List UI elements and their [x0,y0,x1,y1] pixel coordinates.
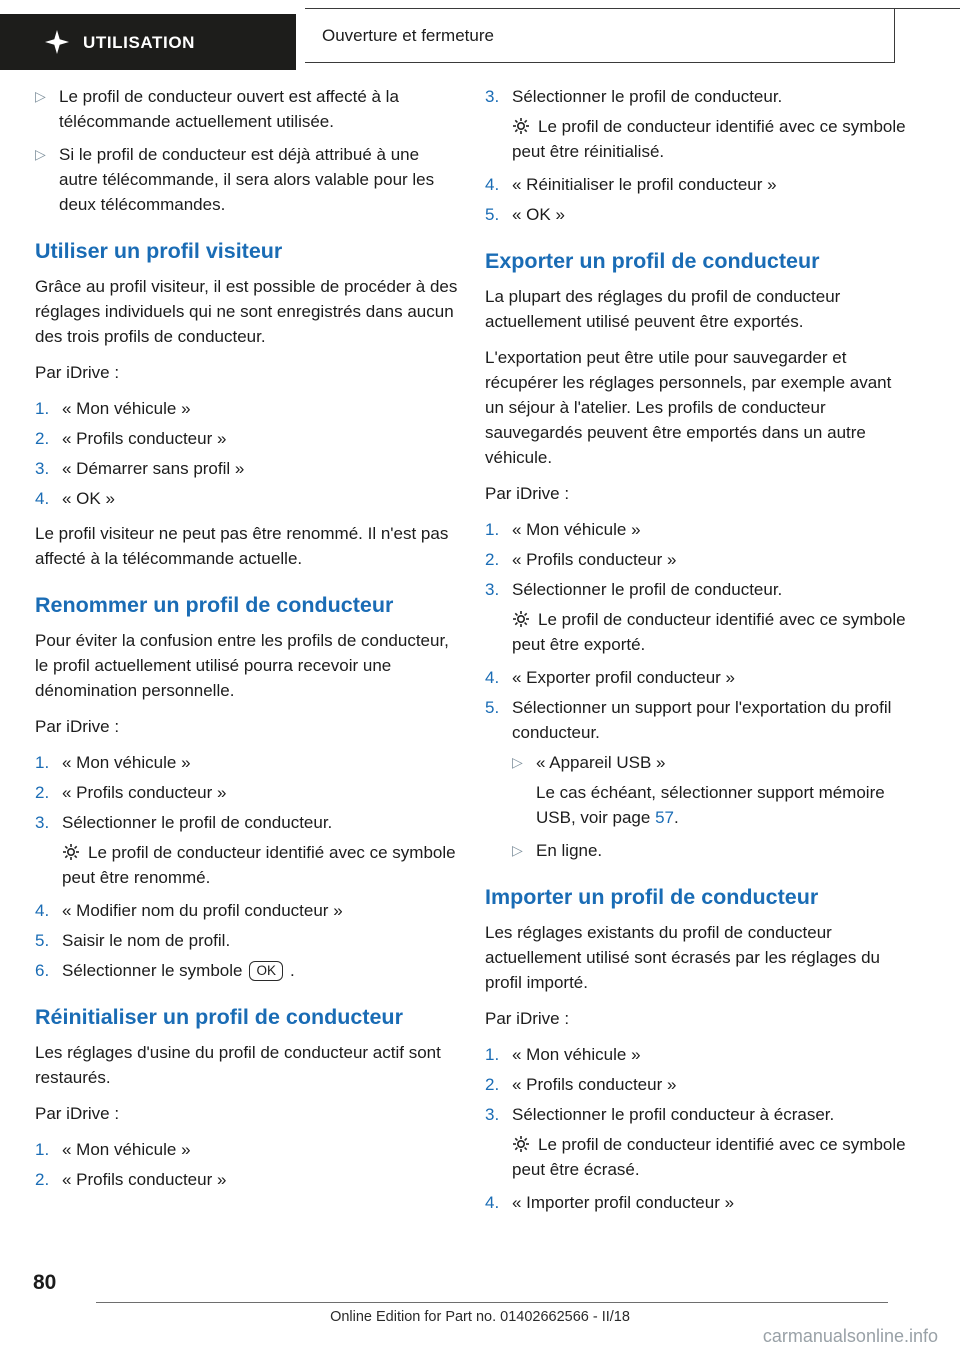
profile-symbol-icon [512,607,530,632]
export-target-usb [512,750,908,775]
step-text: « Profils conducteur » [62,783,227,802]
triangle-bullet-icon: ▷ [512,754,523,770]
list-item [485,1072,908,1097]
idrive-label: Par iDrive : [35,363,120,382]
paragraph: Le profil visiteur ne peut pas être renommé. Il n'est pas affecté à la télécommande actuelle. [35,524,449,568]
step-text: « Profils conducteur » [512,1075,677,1094]
profile-symbol-icon [512,1132,530,1157]
idrive-label: Par iDrive : [485,1009,570,1028]
bullet-text: Si le profil de conducteur est déjà attribué à une autre télécommande, il sera alors valable pour les deux télécommandes. [59,145,435,214]
bullet-item [35,142,458,217]
idrive-label: Par iDrive : [485,484,570,503]
step-text: Sélectionner un support pour l'exportation du profil conducteur. [512,698,892,742]
step-number: 6. [35,961,50,980]
symbol-note [512,1132,908,1182]
watermark: carmanualsonline.info [762,1326,938,1346]
paragraph: L'exportation peut être utile pour sauvegarder et récupérer les réglages personnels, par exemple avant un séjour à l'atelier. Les profils de conducteur sauvegardés peuvent être emportés dans un autre véhicule. [485,348,892,467]
section-heading-reset-profile: Réinitialiser un profil de conducteur [35,1005,403,1029]
list-item [485,1102,908,1127]
step-number: 2. [485,550,500,569]
step-number: 4. [485,175,500,194]
note-text: Le profil de conducteur identifié avec ce symbole peut être exporté. [512,610,906,654]
bullet-item [35,84,458,134]
list-item [485,695,908,745]
list-item [35,486,458,511]
note-text: Le profil de conducteur identifié avec ce symbole peut être renommé. [62,843,456,887]
step-number: 2. [485,1075,500,1094]
step-number: 1. [485,520,500,539]
step-text: « Réinitialiser le profil conducteur » [512,175,777,194]
profile-symbol-icon [62,840,80,865]
triangle-bullet-icon: ▷ [35,88,46,104]
list-item [485,1190,908,1215]
list-item [485,172,908,197]
step-number: 1. [35,753,50,772]
step-number: 5. [485,698,500,717]
footer-divider [96,1302,888,1303]
right-column [485,84,908,1225]
numbered-list [35,1137,458,1192]
usb-note: Le cas échéant, sélectionner support mémoire USB, voir page 57. [536,783,885,827]
step-text: « Mon véhicule » [512,1045,641,1064]
list-item [35,396,458,421]
ok-symbol-icon: OK [249,961,283,981]
step-text: « Mon véhicule » [62,1140,191,1159]
step-number: 4. [485,668,500,687]
step-number: 4. [35,901,50,920]
chapter-title-cell [305,8,960,63]
idrive-label: Par iDrive : [35,1104,120,1123]
list-item [35,810,458,835]
triangle-bullet-icon: ▷ [512,842,523,858]
paragraph: Les réglages existants du profil de conducteur actuellement utilisé sont écrasés par les réglages du profil importé. [485,923,880,992]
step-text: Sélectionner le profil de conducteur. [512,580,783,599]
step-text: « Profils conducteur » [62,1170,227,1189]
note-text: Le profil de conducteur identifié avec ce symbole peut être écrasé. [512,1135,906,1179]
step-number: 3. [35,813,50,832]
chapter-title: Ouverture et fermeture [322,26,494,45]
content [35,84,908,1225]
step-text: « Profils conducteur » [62,429,227,448]
list-item [485,517,908,542]
step-number: 2. [35,429,50,448]
step-number: 5. [35,931,50,950]
step-number: 3. [35,459,50,478]
numbered-list [485,517,908,863]
numbered-list [35,396,458,511]
step-number: 3. [485,580,500,599]
idrive-label: Par iDrive : [35,717,120,736]
step-text: « Mon véhicule » [62,399,191,418]
step-text: « Exporter profil conducteur » [512,668,736,687]
list-item [35,1137,458,1162]
step-text: « Importer profil conducteur » [512,1193,735,1212]
list-item [35,456,458,481]
section-heading-visitor-profile: Utiliser un profil visiteur [35,239,283,263]
edition-note: Online Edition for Part no. 01402662566 - II/18 [330,1309,630,1325]
brand-logo-icon [44,29,70,55]
symbol-note [512,607,908,657]
step-number: 1. [35,1140,50,1159]
paragraph: Les réglages d'usine du profil de conducteur actif sont restaurés. [35,1043,441,1087]
option-text: En ligne. [536,841,603,860]
section-header [0,14,296,70]
section-heading-rename-profile: Renommer un profil de conducteur [35,593,394,617]
paragraph: Pour éviter la confusion entre les profils de conducteur, le profil actuellement utilisé pourra recevoir une dénomination personnelle. [35,631,449,700]
bullet-text: Le profil de conducteur ouvert est affecté à la télécommande actuellement utilisée. [59,87,399,131]
symbol-note [62,840,458,890]
step-text: « Profils conducteur » [512,550,677,569]
export-target-online [512,838,908,863]
step-number: 4. [485,1193,500,1212]
list-item [485,665,908,690]
step-text: « Démarrer sans profil » [62,459,245,478]
list-item [485,1042,908,1067]
step-text: « Mon véhicule » [512,520,641,539]
page-link[interactable]: 57 [655,808,674,827]
list-item [35,958,458,983]
step-number: 3. [485,1105,500,1124]
step-number: 2. [35,1170,50,1189]
step-number: 1. [485,1045,500,1064]
list-item [485,547,908,572]
symbol-note [512,114,908,164]
left-column [35,84,458,1225]
list-item [35,426,458,451]
list-item [35,780,458,805]
page-number: 80 [33,1271,57,1294]
step-text: Sélectionner le profil de conducteur. [62,813,333,832]
step-text: « Modifier nom du profil conducteur » [62,901,343,920]
step-number: 5. [485,205,500,224]
profile-symbol-icon [512,114,530,139]
section-label: UTILISATION [83,32,196,52]
step-text: « Mon véhicule » [62,753,191,772]
list-item [35,928,458,953]
option-text: « Appareil USB » [536,753,666,772]
step-text: Saisir le nom de profil. [62,931,231,950]
list-item [485,577,908,602]
numbered-list [35,750,458,983]
list-item [485,202,908,227]
section-heading-import-profile: Importer un profil de conducteur [485,885,819,909]
triangle-bullet-icon: ▷ [35,146,46,162]
list-item [35,898,458,923]
paragraph: La plupart des réglages du profil de conducteur actuellement utilisé peuvent être exportés. [485,287,841,331]
step-number: 3. [485,87,500,106]
section-heading-export-profile: Exporter un profil de conducteur [485,249,820,273]
paragraph: Grâce au profil visiteur, il est possible de procéder à des réglages individuels qui ne sont enregistrés dans aucun des trois profils de conducteur. [35,277,458,346]
step-number: 4. [35,489,50,508]
note-text: Le profil de conducteur identifié avec ce symbole peut être réinitialisé. [512,117,906,161]
step-number: 1. [35,399,50,418]
step-text: « OK » [62,489,115,508]
step-number: 2. [35,783,50,802]
step-text: Sélectionner le profil conducteur à écraser. [512,1105,835,1124]
list-item [35,750,458,775]
list-item [485,84,908,109]
numbered-list-continued [485,84,908,227]
step-text: Sélectionner le symbole OK . [62,961,295,980]
numbered-list [485,1042,908,1215]
step-text: Sélectionner le profil de conducteur. [512,87,783,106]
list-item [35,1167,458,1192]
step-text: « OK » [512,205,565,224]
